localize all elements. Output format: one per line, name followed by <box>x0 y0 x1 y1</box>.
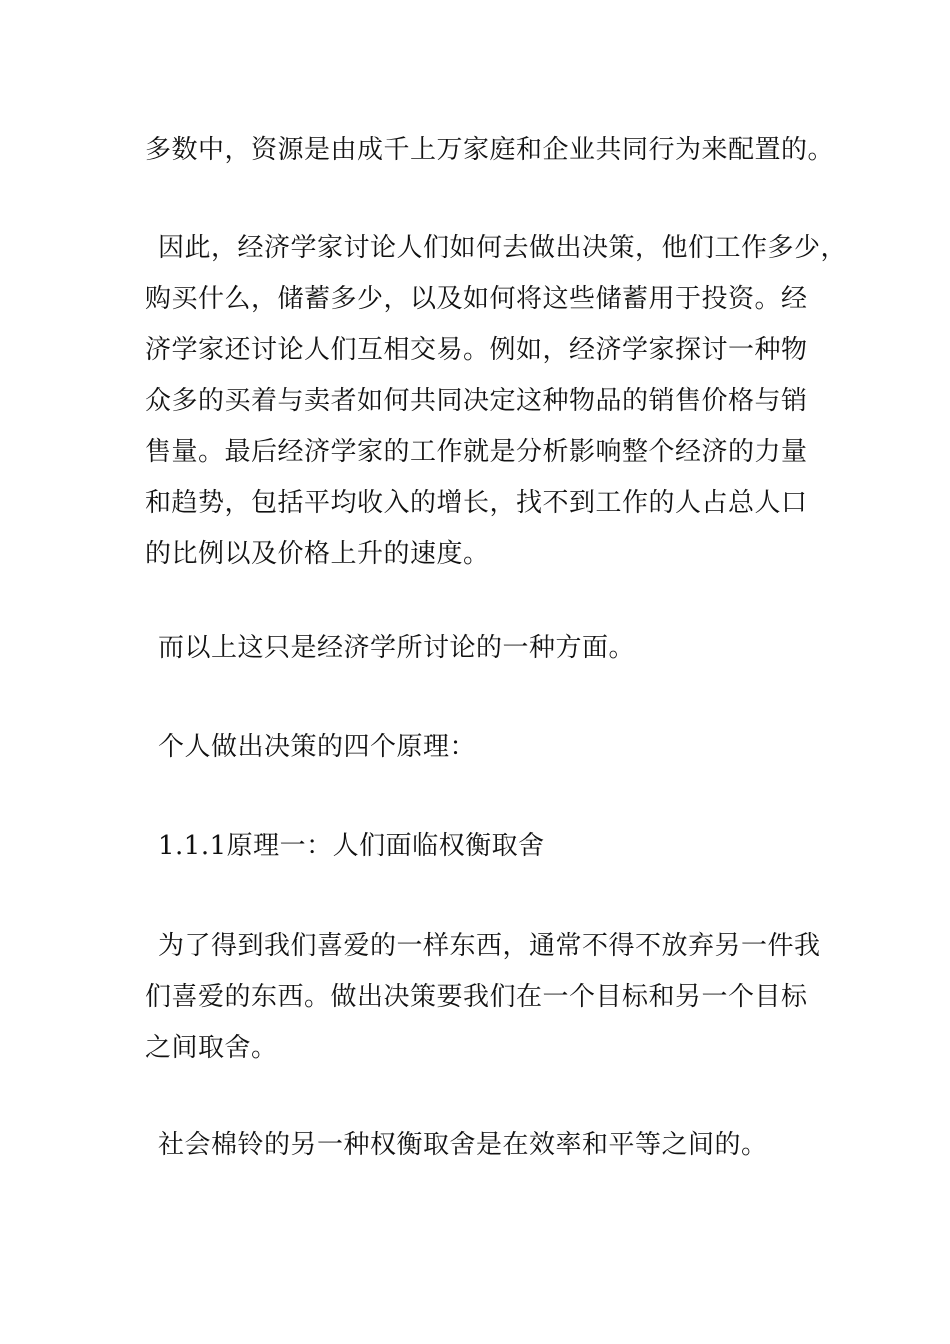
paragraph-four-principles-intro <box>145 722 835 773</box>
paragraph-line: 购买什么，储蓄多少，以及如何将这些储蓄用于投资。经 <box>145 284 808 314</box>
paragraph-tradeoffs <box>145 921 835 1074</box>
paragraph-line: 个人做出决策的四个原理： <box>158 732 477 762</box>
section-heading: 1.1.1原理一：人们面临权衡取舍 <box>158 831 545 861</box>
paragraph-line: 们喜爱的东西。做出决策要我们在一个目标和另一个目标 <box>145 982 808 1012</box>
paragraph-line: 而以上这只是经济学所讨论的一种方面。 <box>158 633 636 663</box>
paragraph-efficiency-equality <box>145 1120 835 1171</box>
paragraph-economists-study <box>145 223 848 580</box>
paragraph-line: 的比例以及价格上升的速度。 <box>145 539 490 569</box>
paragraph-continuation <box>145 125 835 176</box>
paragraph-line: 济学家还讨论人们互相交易。例如，经济学家探讨一种物 <box>145 335 808 365</box>
paragraph-line: 众多的买着与卖者如何共同决定这种物品的销售价格与销 <box>145 386 808 416</box>
paragraph-line: 为了得到我们喜爱的一样东西，通常不得不放弃另一件我 <box>158 931 821 961</box>
paragraph-line: 因此，经济学家讨论人们如何去做出决策，他们工作多少， <box>158 233 848 263</box>
paragraph-line: 多数中，资源是由成千上万家庭和企业共同行为来配置的。 <box>145 135 835 165</box>
section-heading-principle-one <box>145 821 835 872</box>
paragraph-line: 社会棉铃的另一种权衡取舍是在效率和平等之间的。 <box>158 1130 768 1160</box>
paragraph-line: 售量。最后经济学家的工作就是分析影响整个经济的力量 <box>145 437 808 467</box>
paragraph-one-aspect <box>145 623 835 674</box>
paragraph-line: 和趋势，包括平均收入的增长，找不到工作的人占总人口 <box>145 488 808 518</box>
paragraph-line: 之间取舍。 <box>145 1033 278 1063</box>
